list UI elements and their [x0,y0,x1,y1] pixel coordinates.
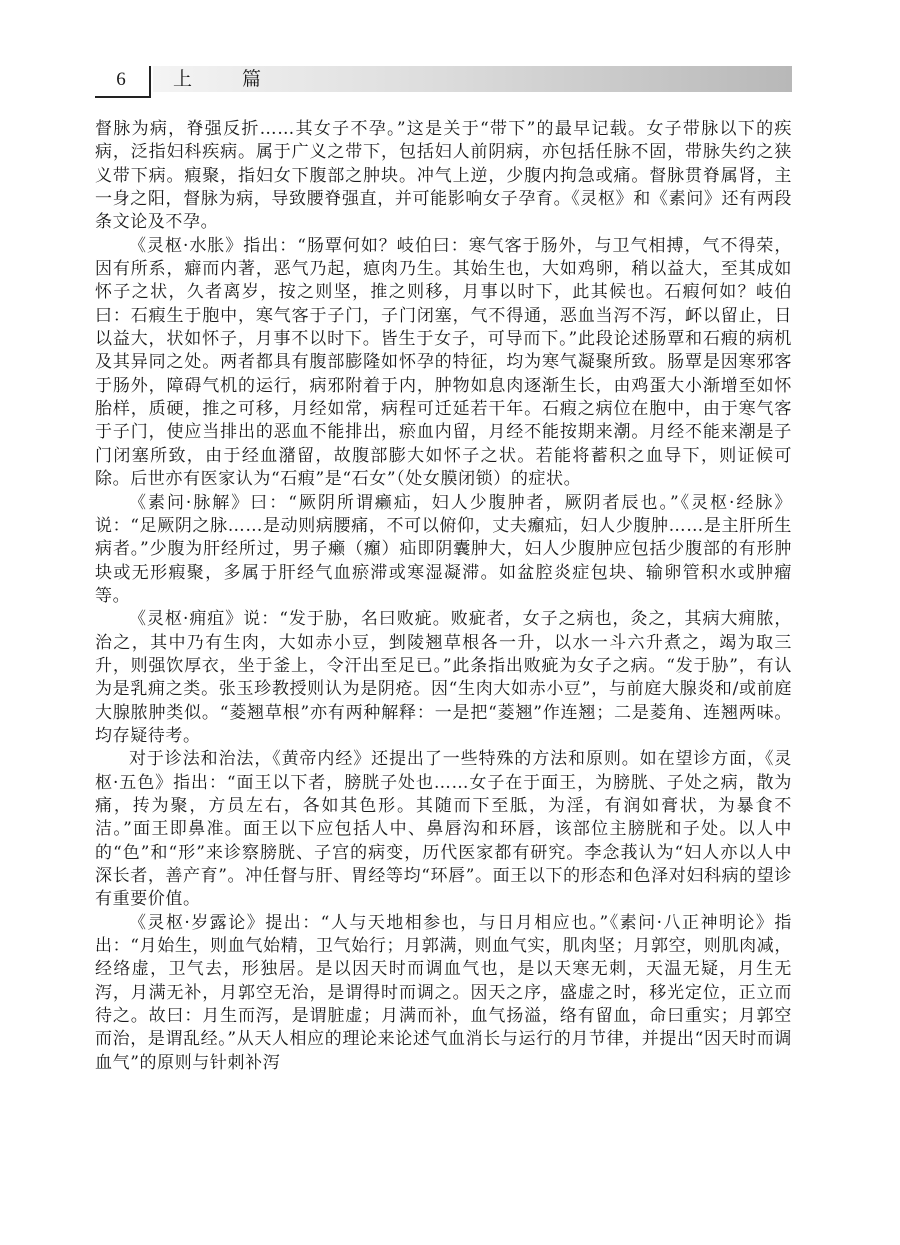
page-number: 6 [116,69,126,90]
page-number-box [95,66,151,98]
body-text [95,118,792,1075]
paragraph-lingshu-shuizhang: 《灵枢·水胀》指出：“肠覃何如？岐伯曰：寒气客于肠外，与卫气相搏，气不得荣，因有所系，癖而内著，恶气乃起，瘜肉乃生。其始生也，大如鸡卵，稍以益大，至其成如怀子之状，久者离岁，按之则坚，推之则移，月事以时下，此其候也。石瘕何如？岐伯曰：石瘕生于胞中，寒气客于子门，子门闭塞，气不得通，恶血当泻不泻，衃以留止，日以益大，状如怀子，月事不以时下。皆生于女子，可导而下。”此段论述肠覃和石瘕的病机及其异同之处。两者都具有腹部膨隆如怀孕的特征，均为寒气凝聚所致。肠覃是因寒邪客于肠外，障碍气机的运行，病邪附着于内，肿物如息肉逐渐生长，由鸡蛋大小渐增至如怀胎样，质硬，推之可移，月经如常，病程可迁延若干年。石瘕之病位在胞中，由于寒气客于子门，使应当排出的恶血不能排出，瘀血内留，月经不能按期来潮。月经不能来潮是子门闭塞所致，由于经血潴留，故腹部膨大如怀子之状。若能将蓄积之血导下，则证候可除。后世亦有医家认为“石瘕”是“石女”（处女膜闭锁）的症状。 [95,235,792,490]
paragraph-lingshu-yongju: 《灵枢·痈疽》说：“发于胁，名曰败疵。败疵者，女子之病也，灸之，其病大痈脓，治之，其中乃有生肉，大如赤小豆，剉陵翘草根各一升，以水一斗六升煮之，竭为取三升，则强饮厚衣，坐于釜上，令汗出至足已。”此条指出败疵为女子之病。“发于胁”，有认为是乳痈之类。张玉珍教授则认为是阴疮。因“生肉大如赤小豆”，与前庭大腺炎和/或前庭大腺脓肿类似。“菱翘草根”亦有两种解释：一是把“菱翘”作连翘；二是菱角、连翘两味。均存疑待考。 [95,609,792,746]
paragraph-suwen-maijie: 《素问·脉解》曰：“厥阴所谓癞疝，妇人少腹肿者，厥阴者辰也。”《灵枢·经脉》说：“足厥阴之脉……是动则病腰痛，不可以俯仰，丈夫㿗疝，妇人少腹肿……是主肝所生病者。”少腹为肝经所过，男子癞（㿗）疝即阴囊肿大，妇人少腹肿应包括少腹部的有形肿块或无形瘕聚，多属于肝经气血瘀滞或寒湿凝滞。如盆腔炎症包块、输卵管积水或肿瘤等。 [95,492,792,606]
section-title: 上 篇 [173,68,284,90]
paragraph-lingshu-suilu: 《灵枢·岁露论》提出：“人与天地相参也，与日月相应也。”《素问·八正神明论》指出：“月始生，则血气始精，卫气始行；月郭满，则血气实，肌肉坚；月郭空，则肌肉减，经络虚，卫气去，形独居。是以因天时而调血气也，是以天寒无刺，天温无疑，月生无泻，月满无补，月郭空无治，是谓得时而调之。因天之序，盛虚之时，移光定位，正立而待之。故曰：月生而泻，是谓脏虚；月满而补，血气扬溢，络有留血，命曰重实；月郭空而治，是谓乱经。”从天人相应的理论来论述气血消长与运行的月节律，并提出“因天时而调血气”的原则与针刺补泻 [95,912,792,1073]
paragraph-diagnosis-methods: 对于诊法和治法，《黄帝内经》还提出了一些特殊的方法和原则。如在望诊方面，《灵枢·五色》指出：“面王以下者，膀胱子处也……女子在于面王，为膀胱、子处之病，散为痛，抟为聚，方员左右，各如其色形。其随而下至胝，为淫，有润如膏状，为暴食不洁。”面王即鼻准。面王以下应包括人中、鼻唇沟和环唇，该部位主膀胱和子处。以人中的“色”和“形”来诊察膀胱、子宫的病变，历代医家都有研究。李念莪认为“妇人亦以人中深长者，善产育”。冲任督与肝、胃经等均“环唇”。面王以下的形态和色泽对妇科病的望诊有重要价值。 [95,749,792,910]
paragraph-continued: 督脉为病，脊强反折……其女子不孕。”这是关于“带下”的最早记载。女子带脉以下的疾病，泛指妇科疾病。属于广义之带下，包括妇人前阴病，亦包括任脉不固，带脉失约之狭义带下病。瘕聚，指妇女下腹部之肿块。冲气上逆，少腹内拘急或痛。督脉贯脊属肾，主一身之阳，督脉为病，导致腰脊强直，并可能影响女子孕育。《灵枢》和《素问》还有两段条文论及不孕。 [95,119,792,233]
running-header [95,66,792,98]
